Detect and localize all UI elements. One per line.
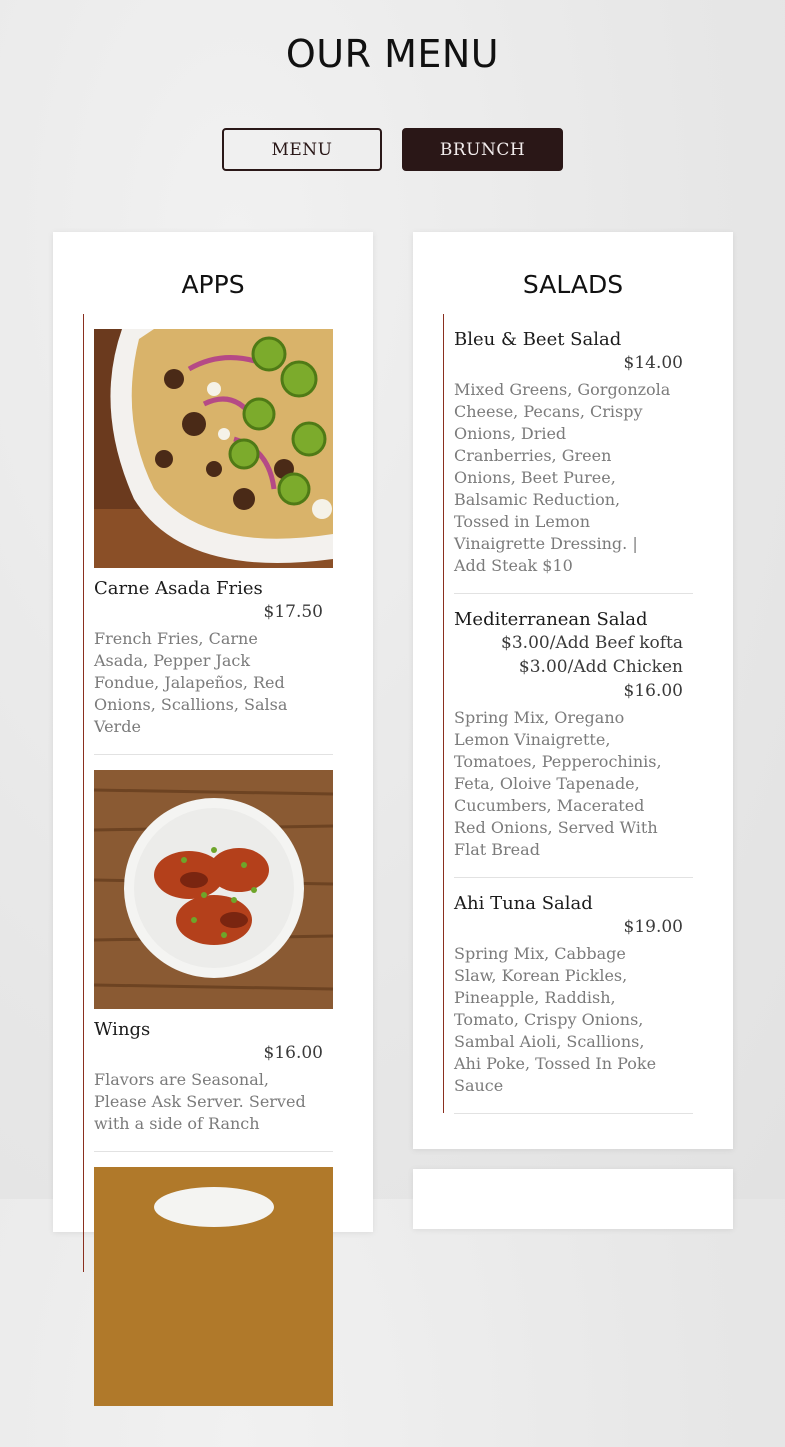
apps-list	[94, 329, 333, 1447]
item-price: $17.50	[263, 602, 323, 622]
section-rail	[443, 314, 444, 1113]
item-description: Spring Mix, Cabbage Slaw, Korean Pickles, Pineapple, Raddish, Tomato, Crispy Onions, Sambal Aioli, Scallions, Ahi Poke, Tossed In Poke Sauce	[454, 944, 657, 1095]
item-addon: $3.00/Add Beef kofta	[501, 633, 683, 653]
item-description: Mixed Greens, Gorgonzola Cheese, Pecans, Crispy Onions, Dried Cranberries, Green Onions, Beet Puree, Balsamic Reduction, Tossed in Lemon Vinaigrette Dressing. | Add Steak $10	[454, 380, 671, 575]
item-price: $19.00	[623, 917, 683, 937]
item-addon: $3.00/Add Chicken	[518, 657, 683, 677]
item-name: Wings	[94, 1019, 151, 1040]
item-price: $16.00	[263, 1043, 323, 1063]
carne-asada-fries-photo	[94, 329, 333, 568]
salads-card	[413, 232, 733, 1149]
wings-photo	[94, 770, 333, 1009]
menu-item-next	[94, 1167, 333, 1432]
section-rail	[83, 314, 84, 1272]
next-section-card	[413, 1169, 733, 1229]
apps-card	[53, 232, 373, 1232]
item-price: $16.00	[623, 681, 683, 701]
menu-item-wings	[94, 770, 333, 1152]
next-item-photo	[94, 1167, 333, 1406]
menu-item-carne-asada-fries	[94, 329, 333, 755]
item-name: Carne Asada Fries	[94, 578, 263, 599]
tab-menu[interactable]: MENU	[222, 128, 382, 171]
menu-item-mediterranean-salad	[454, 609, 693, 878]
salads-list	[454, 329, 693, 1129]
item-price: $14.00	[623, 353, 683, 373]
item-name: Ahi Tuna Salad	[454, 893, 593, 914]
menu-item-ahi-tuna-salad	[454, 893, 693, 1114]
item-description: French Fries, Carne Asada, Pepper Jack Fondue, Jalapeños, Red Onions, Scallions, Salsa Verde	[94, 629, 288, 736]
item-description: Flavors are Seasonal, Please Ask Server. Served with a side of Ranch	[94, 1070, 306, 1133]
page-title: OUR MENU	[285, 32, 500, 76]
salads-heading: SALADS	[522, 270, 624, 299]
item-name: Mediterranean Salad	[454, 609, 648, 630]
item-name: Bleu & Beet Salad	[454, 329, 622, 350]
menu-item-bleu-beet-salad	[454, 329, 693, 594]
apps-heading: APPS	[181, 270, 245, 299]
tab-brunch[interactable]: BRUNCH	[402, 128, 563, 171]
item-description: Spring Mix, Oregano Lemon Vinaigrette, Tomatoes, Pepperochinis, Feta, Oloive Tapenade, Cucumbers, Macerated Red Onions, Served With Flat Bread	[454, 708, 662, 859]
